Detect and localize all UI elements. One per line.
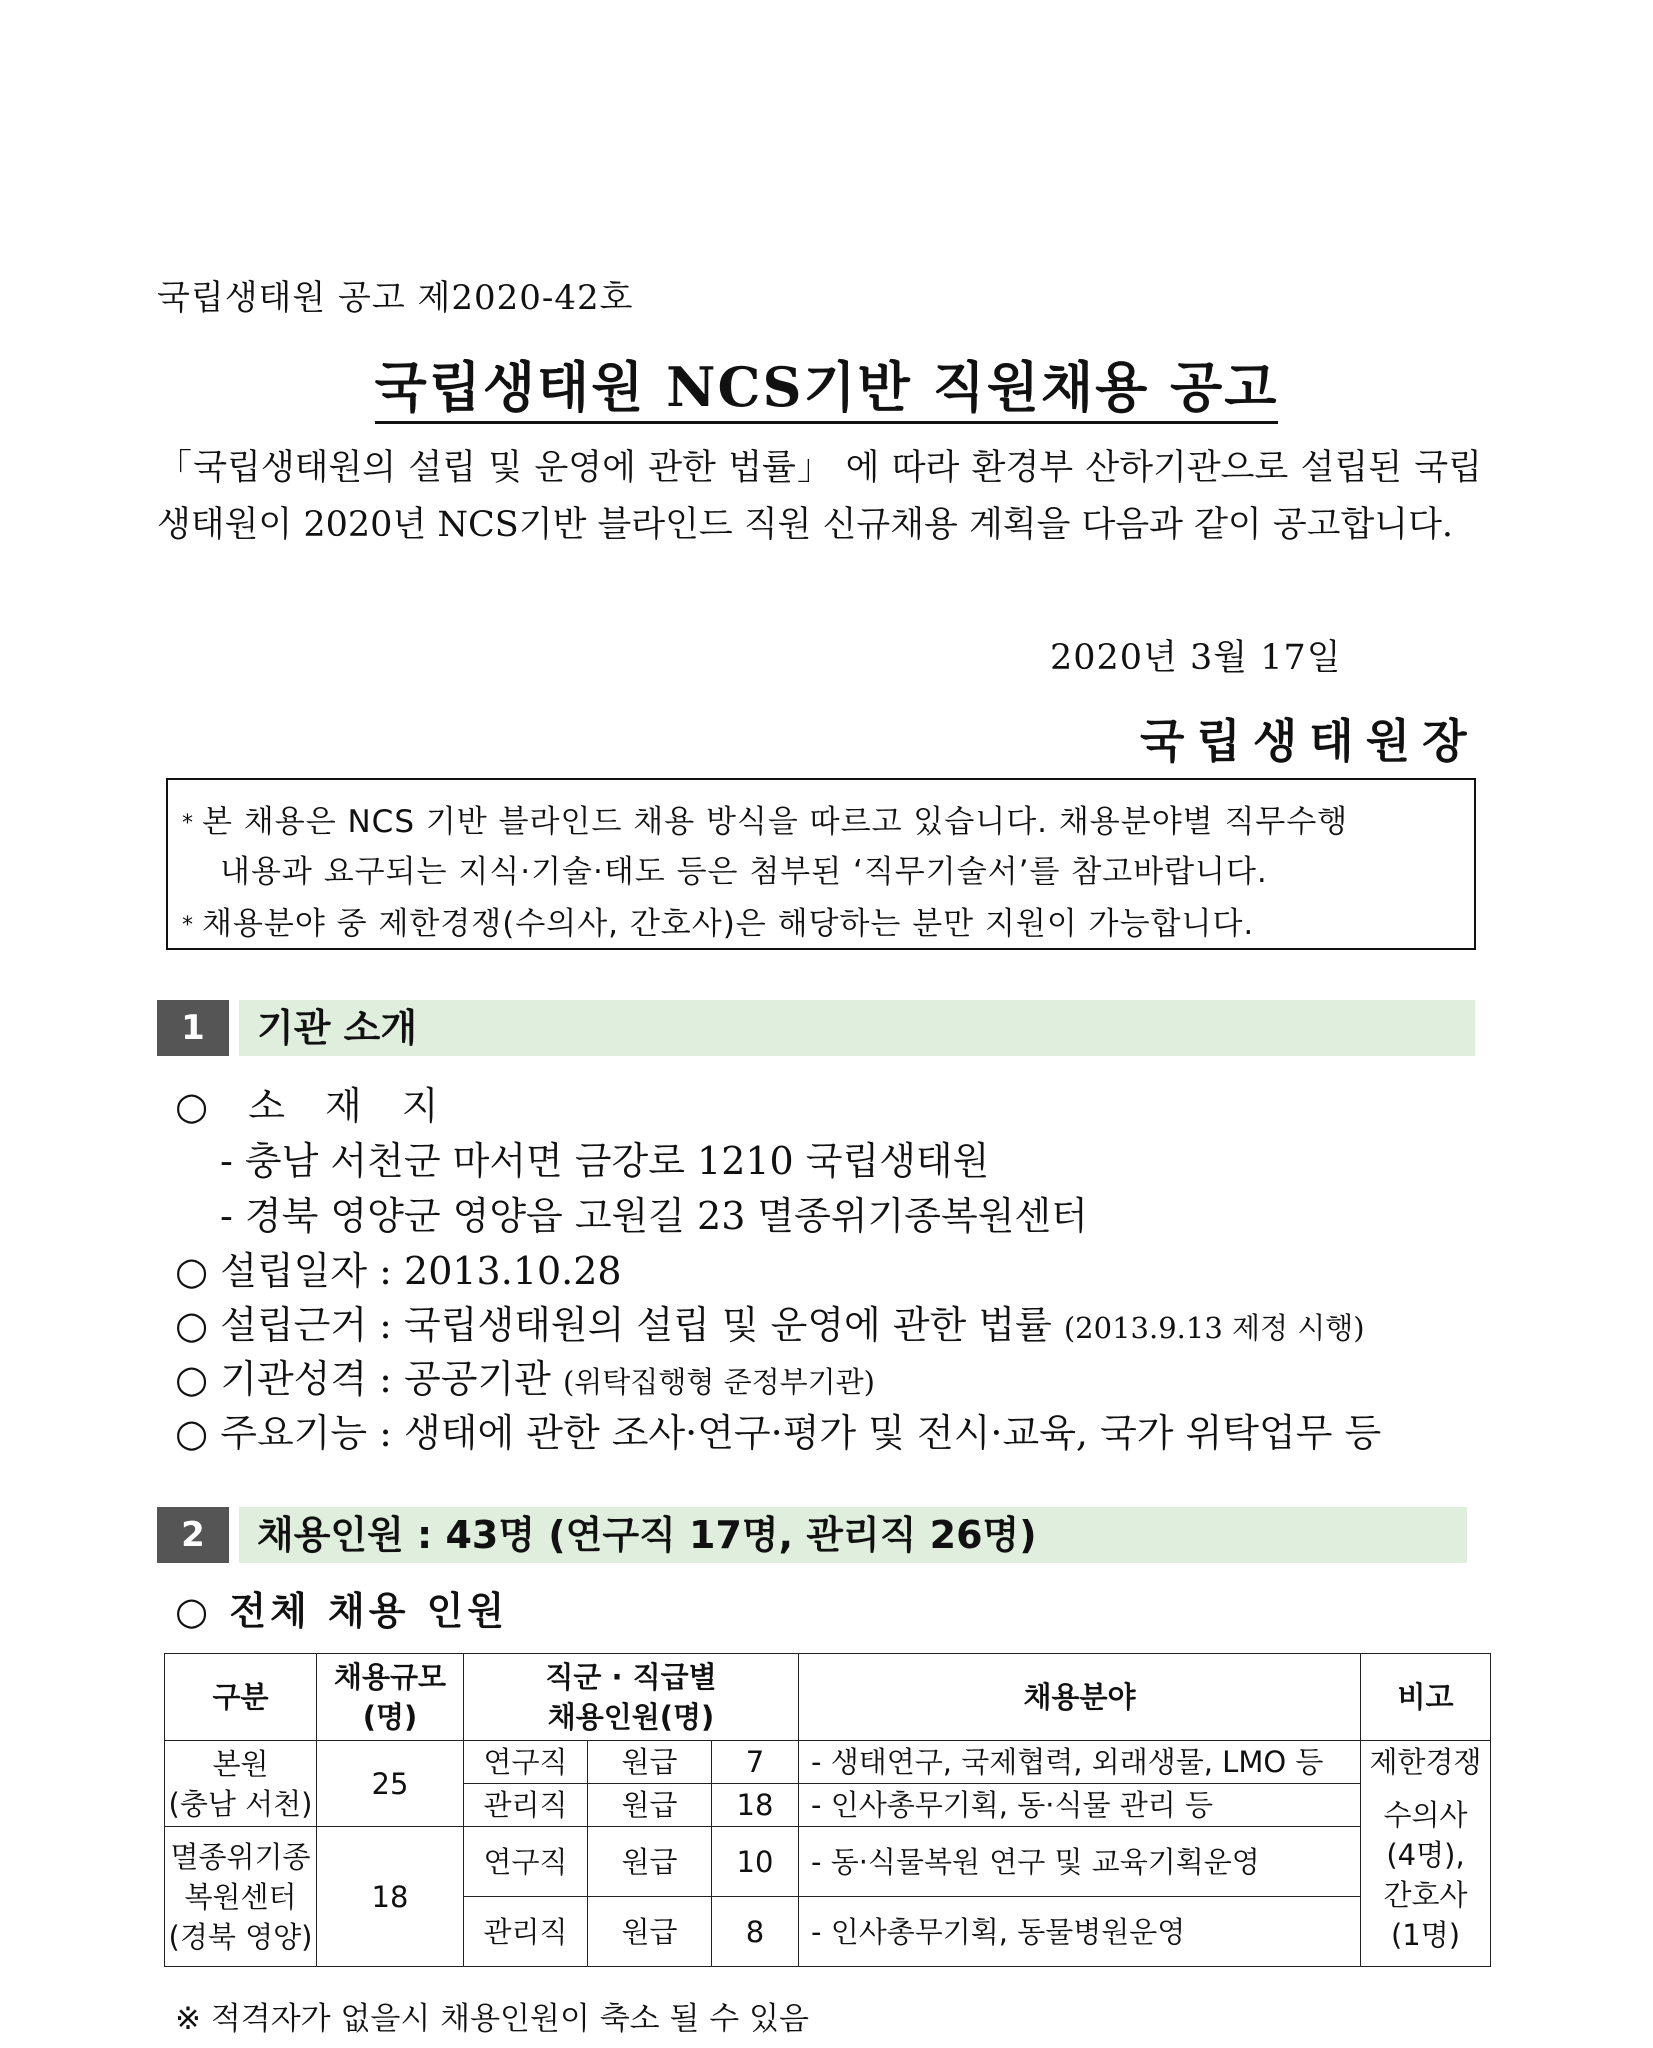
address-line-2: - 경북 영양군 영양읍 고원길 23 멸종위기종복원센터 xyxy=(220,1194,1088,1238)
notice-line-1 xyxy=(182,796,1348,841)
header-group: 직군 · 직급별 채용인원(명) xyxy=(464,1654,799,1741)
grade-cell: 원급 xyxy=(588,1897,712,1967)
section-1-header xyxy=(157,1000,1475,1056)
announcement-number: 국립생태원 공고 제2020-42호 xyxy=(157,278,634,318)
hq-name: 본원 (충남 서천) xyxy=(165,1741,317,1827)
asterisk-icon: * xyxy=(182,913,194,938)
established-date: ○ 설립일자 : 2013.10.28 xyxy=(175,1249,622,1293)
notice-line-3 xyxy=(182,898,1254,943)
institution-type-text: ○ 기관성격 : 공공기관 xyxy=(175,1357,551,1401)
location-label: ○ 소 재 지 xyxy=(175,1084,453,1128)
legal-basis-text: ○ 설립근거 : 국립생태원의 설립 및 운영에 관한 법률 xyxy=(175,1303,1052,1347)
section-2-subtitle: ○ 전체 채용 인원 xyxy=(175,1589,509,1633)
section-2-number: 2 xyxy=(157,1507,229,1563)
center-total: 18 xyxy=(317,1827,464,1967)
count-cell: 18 xyxy=(712,1784,799,1827)
table-header-row xyxy=(165,1654,1491,1741)
notice-box xyxy=(166,778,1476,950)
footnote: ※ 적격자가 없을시 채용인원이 축소 될 수 있음 xyxy=(175,2001,809,2037)
section-1-number: 1 xyxy=(157,1000,229,1056)
main-functions: ○ 주요기능 : 생태에 관한 조사·연구·평가 및 전시·교육, 국가 위탁업무 등 xyxy=(175,1411,1382,1455)
address-line-1: - 충남 서천군 마서면 금강로 1210 국립생태원 xyxy=(220,1139,990,1183)
asterisk-icon: * xyxy=(182,811,194,836)
legal-basis xyxy=(175,1294,1365,1349)
staffing-table xyxy=(164,1653,1491,1967)
table-row xyxy=(165,1827,1491,1897)
notice-line-2: 내용과 요구되는 지식·기술·태도 등은 첨부된 ‘직무기술서’를 참고바랍니다. xyxy=(220,854,1268,890)
count-cell: 10 xyxy=(712,1827,799,1897)
grade-cell: 원급 xyxy=(588,1827,712,1897)
note-restricted: 제한경쟁 xyxy=(1361,1741,1491,1784)
field-cell: - 인사총무기획, 동·식물 관리 등 xyxy=(799,1784,1361,1827)
announcement-date: 2020년 3월 17일 xyxy=(1050,638,1342,678)
header-note: 비고 xyxy=(1361,1654,1491,1741)
count-cell: 8 xyxy=(712,1897,799,1967)
table-row xyxy=(165,1741,1491,1784)
page-title-text: 국립생태원 NCS기반 직원채용 공고 xyxy=(375,355,1279,424)
count-cell: 7 xyxy=(712,1741,799,1784)
field-cell: - 동·식물복원 연구 및 교육기획운영 xyxy=(799,1827,1361,1897)
grade-cell: 원급 xyxy=(588,1784,712,1827)
section-2-header xyxy=(157,1507,1467,1563)
hq-total: 25 xyxy=(317,1741,464,1827)
field-cell: - 인사총무기획, 동물병원운영 xyxy=(799,1897,1361,1967)
intro-paragraph: 「국립생태원의 설립 및 운영에 관한 법률」 에 따라 환경부 산하기관으로 설립된 국립생태원이 2020년 NCS기반 블라인드 직원 신규채용 계획을 다음과 같이 공고합니다. xyxy=(157,448,1482,545)
job-cell: 연구직 xyxy=(464,1827,588,1897)
job-cell: 연구직 xyxy=(464,1741,588,1784)
grade-cell: 원급 xyxy=(588,1741,712,1784)
header-field: 채용분야 xyxy=(799,1654,1361,1741)
institution-type-note: (위탁집행형 준정부기관) xyxy=(562,1365,875,1399)
center-name: 멸종위기종 복원센터 (경북 영양) xyxy=(165,1827,317,1967)
field-cell: - 생태연구, 국제협력, 외래생물, LMO 등 xyxy=(799,1741,1361,1784)
issuer-name: 국립생태원장 xyxy=(1140,714,1479,768)
legal-basis-note: (2013.9.13 제정 시행) xyxy=(1063,1311,1365,1345)
job-cell: 관리직 xyxy=(464,1897,588,1967)
page-title xyxy=(0,345,1653,422)
header-division: 구분 xyxy=(165,1654,317,1741)
notice-text-1: 본 채용은 NCS 기반 블라인드 채용 방식을 따르고 있습니다. 채용분야별 직무수행 xyxy=(202,804,1349,840)
section-2-title: 채용인원 : 43명 (연구직 17명, 관리직 26명) xyxy=(257,1513,1037,1557)
notice-text-3: 채용분야 중 제한경쟁(수의사, 간호사)은 해당하는 분만 지원이 가능합니다. xyxy=(202,906,1255,942)
section-1-title: 기관 소개 xyxy=(257,1006,418,1050)
institution-type xyxy=(175,1348,875,1403)
job-cell: 관리직 xyxy=(464,1784,588,1827)
note-detail: 수의사 (4명), 간호사 (1명) xyxy=(1361,1784,1491,1967)
header-scale: 채용규모 (명) xyxy=(317,1654,464,1741)
